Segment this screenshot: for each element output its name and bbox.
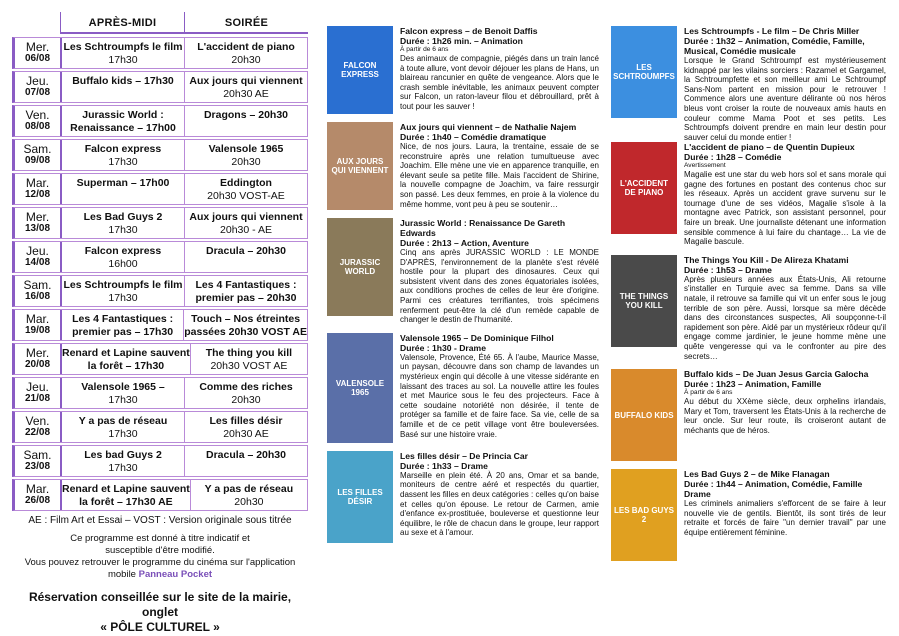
film-text: [400, 333, 599, 443]
day-name: Ven.: [25, 414, 50, 428]
evening-cell: [191, 480, 307, 510]
afternoon-time: 17h30: [108, 224, 138, 236]
film-entry: [611, 255, 886, 361]
afternoon-cell: [62, 242, 185, 272]
poster-title: JURASSIC WORLD: [339, 258, 381, 276]
film-title: The Things You Kill - De Alireza Khatami: [684, 254, 849, 265]
film-synopsis: Cinq ans après JURASSIC WORLD : LE MONDE D'APRÈS, l'environnement de la planète s'est révélé hostile pour la plupart des dinosaures. Ceux qui subsistent vivent dans des zones équatoriales isolées, aux conditions proches de celles de leur ère d'origine. Parmi ces créatures terrifiantes, trois spécimens renferment peut-être la clé d'un remède capable de changer le destin de l'humanité.: [400, 248, 599, 325]
day-date: 19/08: [24, 325, 51, 336]
film-title: Jurassic World : Renaissance De Gareth Edwards: [400, 218, 566, 238]
evening-time: 20h30 AE: [223, 88, 269, 100]
schedule-row: [12, 173, 308, 205]
afternoon-time: 17h30: [108, 54, 138, 66]
film-duration: Durée : 1h44 – Animation, Comédie, Famille Drame: [684, 479, 863, 500]
day-name: Sam.: [23, 142, 52, 156]
evening-title: L'accident de piano: [197, 41, 295, 53]
day-name: Jeu.: [26, 244, 49, 258]
film-text: [684, 142, 886, 247]
film-poster: [327, 333, 393, 443]
schedule-row: [12, 207, 308, 239]
afternoon-title: Les bad Guys 2: [84, 449, 162, 461]
film-text: [400, 218, 599, 325]
film-poster: [611, 469, 677, 561]
evening-cell: [185, 38, 307, 68]
film-title: Les Bad Guys 2 – de Mike Flanagan: [684, 469, 830, 480]
film-duration: Durée : 1h40 – Comédie dramatique: [400, 132, 547, 142]
evening-time: 20h30 - AE: [220, 224, 272, 236]
film-entry: [327, 26, 599, 114]
afternoon-title: Les Schtroumpfs le film: [63, 41, 183, 53]
row-day: [15, 38, 62, 68]
afternoon-time: 17h30: [108, 428, 138, 440]
afternoon-cell: [62, 276, 185, 306]
film-title: Les Schtroumpfs - Le film – De Chris Miller: [684, 26, 860, 36]
notice-line: [10, 569, 310, 581]
film-synopsis: Au début du XXème siècle, deux orphelins irlandais, Mary et Tom, traversent les États-Unis à la recherche de leur oncle. Sur leur route, ils croiseront autant de méchants que de héros.: [684, 397, 886, 435]
afternoon-title: Les Schtroumpfs le film: [63, 279, 183, 291]
poster-title: BUFFALO KIDS: [614, 410, 674, 420]
film-duration: Durée : 1h33 – Drame: [400, 460, 488, 471]
film-title: L'accident de piano – de Quentin Dupieux: [684, 142, 855, 152]
day-date: 16/08: [24, 291, 51, 302]
afternoon-title: Y a pas de réseau: [78, 415, 168, 427]
schedule-row: [12, 71, 308, 103]
schedule-header: [60, 12, 308, 34]
afternoon-title: Superman – 17h00: [76, 177, 170, 189]
row-day: [15, 208, 62, 238]
evening-time: 20h30 AE: [223, 428, 269, 440]
header-evening: SOIRÉE: [184, 12, 308, 32]
row-day: [15, 242, 62, 272]
day-name: Mer.: [25, 346, 50, 360]
evening-time: 20h30: [231, 156, 261, 168]
film-age: À partir de 6 ans: [684, 389, 733, 397]
day-name: Mar.: [25, 482, 50, 496]
afternoon-time: la forêt – 17h30 AE: [79, 496, 173, 508]
afternoon-cell: [62, 72, 185, 102]
app-name-link[interactable]: Panneau Pocket: [138, 569, 213, 580]
film-poster: [611, 255, 677, 347]
afternoon-title: Valensole 1965 –: [81, 381, 165, 393]
reservation-text: [10, 590, 310, 635]
film-entry: [327, 218, 599, 325]
day-date: 21/08: [24, 393, 51, 404]
film-column-middle: [327, 26, 599, 551]
day-name: Jeu.: [26, 74, 49, 88]
evening-title: Les 4 Fantastiques :: [195, 279, 297, 291]
evening-cell: [185, 208, 307, 238]
poster-title: LES SCHTROUMPFS: [613, 63, 675, 81]
afternoon-cell: [62, 174, 185, 204]
row-day: [15, 72, 62, 102]
poster-title: LES FILLES DÉSIR: [337, 487, 383, 506]
legend-text: AE : Film Art et Essai – VOST : Version originale sous titrée: [28, 515, 292, 526]
film-synopsis: Valensole, Provence, Été 65. À l'aube, Maurice Masse, un paysan, découvre dans son champ de lavandes un mystérieux engin qui décolle à une vitesse sidérante en laissant des traces au sol. La nouvelle attire les foules et met Maurice sous le feu des projecteurs. Face à cette soudaine notoriété non désirée, il tente de protéger sa famille et de faire face. Sa vie, celle de sa famille et de ce petit village vont être bouleversées. Basé sur une histoire vraie.: [400, 352, 599, 439]
notice-line: Vous pouvez retrouver le programme du cinéma sur l'application: [24, 557, 296, 568]
film-entry: [327, 451, 599, 543]
poster-title: FALCON EXPRESS: [341, 61, 379, 79]
film-entry: [611, 26, 886, 142]
evening-title: Dragons – 20h30: [203, 109, 289, 121]
evening-time: 20h30: [231, 54, 261, 66]
afternoon-title: Renard et Lapine sauvent: [62, 483, 190, 495]
evening-title: Eddington: [220, 177, 272, 189]
film-text: [400, 122, 599, 210]
afternoon-time: 17h30: [108, 394, 138, 406]
schedule-row: [12, 37, 308, 69]
row-day: [15, 106, 62, 136]
schedule-row: [12, 275, 308, 307]
day-date: 22/08: [24, 427, 51, 438]
day-name: Mar.: [25, 176, 50, 190]
evening-time: passées 20h30 VOST AE: [184, 326, 307, 338]
afternoon-time: 17h30: [108, 156, 138, 168]
film-poster: [327, 122, 393, 210]
film-title: Buffalo kids – De Juan Jesus Garcia Galocha: [684, 369, 869, 380]
day-name: Mar.: [25, 312, 50, 326]
evening-cell: [185, 412, 307, 442]
evening-cell: [185, 140, 307, 170]
evening-time: premier pas – 20h30: [195, 292, 297, 304]
row-day: [15, 480, 62, 510]
film-synopsis: Magalie est une star du web hors sol et sans morale qui gagne des fortunes en postant des contenus choc sur les réseaux. Après un accident grave survenu sur le tournage d'une de ses vidéos, Magalie s'isole à la montagne avec Patrick, son assistant personnel, pour faire un break. Une journaliste détenant une information sensible commence à lui faire du chantage… La vie de Magalie bascule.: [684, 170, 886, 247]
film-entry: [327, 333, 599, 443]
schedule-table: [12, 12, 308, 513]
evening-cell: [191, 344, 307, 374]
afternoon-time: 17h30: [108, 462, 138, 474]
film-synopsis: Les criminels animaliers s'efforcent de se faire à leur nouvelle vie de gentils. Bientôt, ils sont tirés de leur retraite et forcés de faire "un dernier travail" par une équipe entièrement féminine.: [684, 499, 886, 537]
afternoon-title: Les 4 Fantastiques :: [72, 313, 174, 325]
film-synopsis: Des animaux de compagnie, piégés dans un train lancé à toute allure, vont devoir déjouer les plans de Hans, un blaireau rancunier en quête de vengeance. Alors que le crash semble inévitable, les animaux peuvent compter sur Falcon, un raton-laveur filou et débrouillard, prêt à tout pour les sauver !: [400, 54, 599, 111]
row-day: [15, 446, 62, 476]
notice-line: Ce programme est donné à titre indicatif et: [70, 533, 250, 544]
afternoon-cell: [62, 344, 191, 374]
evening-title: Les filles désir: [209, 415, 283, 427]
film-text: [684, 369, 886, 461]
schedule-row: [12, 343, 308, 375]
row-day: [15, 310, 62, 340]
evening-cell: [185, 446, 307, 476]
afternoon-time: 16h00: [108, 258, 138, 270]
day-date: 13/08: [24, 223, 51, 234]
film-poster: [611, 369, 677, 461]
reservation-line: Réservation conseillée sur le site de la mairie, onglet: [28, 590, 292, 619]
afternoon-cell: [62, 378, 185, 408]
poster-title: VALENSOLE 1965: [335, 378, 385, 397]
film-entry: [611, 142, 886, 247]
evening-title: Comme des riches: [199, 381, 293, 393]
film-synopsis: Marseille en plein été. À 20 ans, Omar et sa bande, moniteurs de centre aéré et respectés du quartier, dassent les filles en deux catégories : celles qu'on baise et celles qu'on épouse. Le retour de Carmen, amie d'enfance ex-prostituée, bouleverse et questionne leur équilibre, le rôle de chacun dans le groupe, leur rapport au sexe et à l'amour.: [400, 470, 599, 538]
evening-cell: [185, 72, 307, 102]
poster-title: L'ACCIDENT DE PIANO: [619, 179, 669, 197]
afternoon-title: Falcon express: [84, 245, 162, 257]
afternoon-title: Jurassic World :: [82, 109, 164, 121]
film-synopsis: Lorsque le Grand Schtroumpf est mystérieusement kidnappé par les vilains sorciers : Razamel et Gargamel, la Schtroumpfette et son meilleur ami Le Schtroumpf Sans-Nom partent en mission pour le retrouver ! Commence alors une aventure délirante où nos héros bleus vont croiser la route de nouveaux amis hauts en couleur comme Mama Poot et ses petits. Les Schtroumpfs doivent prendre en main leur destin pour sauver celui du monde entier !: [684, 56, 886, 142]
schedule-row: [12, 105, 308, 137]
film-poster: [611, 26, 677, 118]
row-day: [15, 140, 62, 170]
evening-cell: [185, 174, 307, 204]
row-day: [15, 174, 62, 204]
poster-title: THE THINGS YOU KILL: [619, 291, 669, 310]
schedule-row: [12, 241, 308, 273]
evening-time: 20h30 VOST-AE: [207, 190, 285, 202]
afternoon-title: Les Bad Guys 2: [83, 211, 163, 223]
film-poster: [327, 26, 393, 114]
film-text: [400, 451, 599, 543]
afternoon-title: Renard et Lapine sauvent: [62, 347, 190, 359]
film-duration: Durée : 1h28 – Comédie: [684, 152, 782, 162]
film-synopsis: Nice, de nos jours. Laura, la trentaine, essaie de se reconstruire après une relation tumultueuse avec Joachim. Elle mène une vie en apparence tranquille, en élevant seule sa petite fille. Mais l'accident de Shirine, la nouvelle compagne de Joachim, va faire ressurgir son passé. Les deux femmes, en proie à la violence du même homme, vont peu à peu se soutenir…: [400, 142, 599, 209]
evening-title: Aux jours qui viennent: [189, 75, 303, 87]
notice-text: [10, 533, 310, 581]
afternoon-time: Renaissance – 17h00: [70, 122, 176, 134]
evening-title: Y a pas de réseau: [204, 483, 294, 495]
day-name: Mer.: [25, 40, 50, 54]
film-title: Valensole 1965 – De Dominique Filhol: [400, 332, 554, 343]
poster-title: LES BAD GUYS 2: [614, 506, 675, 525]
day-name: Sam.: [23, 448, 52, 462]
film-age: Avertissement: [684, 162, 726, 169]
evening-cell: [185, 378, 307, 408]
day-name: Sam.: [23, 278, 52, 292]
schedule-row: [12, 377, 308, 409]
evening-title: Aux jours qui viennent: [189, 211, 303, 223]
day-date: 09/08: [24, 155, 51, 166]
film-entry: [327, 122, 599, 210]
film-poster: [327, 451, 393, 543]
day-date: 06/08: [24, 53, 51, 64]
notice-mobile: mobile: [107, 569, 136, 580]
day-date: 20/08: [24, 359, 51, 370]
row-day: [15, 344, 62, 374]
row-day: [15, 276, 62, 306]
film-text: [400, 26, 599, 114]
schedule-row: [12, 479, 308, 511]
afternoon-cell: [62, 106, 185, 136]
afternoon-cell: [62, 310, 184, 340]
film-title: Falcon express – de Benoit Daffis: [400, 26, 538, 36]
day-name: Ven.: [25, 108, 50, 122]
evening-title: The thing you kill: [205, 347, 293, 359]
schedule-row: [12, 445, 308, 477]
evening-title: Dracula – 20h30: [206, 245, 286, 257]
film-column-right: [611, 26, 886, 569]
film-entry: [611, 369, 886, 461]
film-duration: Durée : 1h32 – Animation, Comédie, Famille, Musical, Comédie musicale: [684, 36, 865, 56]
row-day: [15, 412, 62, 442]
day-name: Mer.: [25, 210, 50, 224]
afternoon-cell: [62, 38, 185, 68]
film-duration: Durée : 1h53 – Drame: [684, 264, 772, 275]
schedule-rows: [12, 37, 308, 511]
header-afternoon: APRÈS-MIDI: [60, 12, 184, 32]
film-text: [684, 255, 886, 361]
evening-cell: [185, 106, 307, 136]
evening-time: 20h30 VOST AE: [210, 360, 288, 372]
footer-notes: [10, 515, 310, 635]
afternoon-cell: [62, 208, 185, 238]
afternoon-cell: [62, 446, 185, 476]
afternoon-cell: [62, 480, 191, 510]
schedule-row: [12, 411, 308, 443]
schedule-row: [12, 309, 308, 341]
evening-cell: [184, 310, 307, 340]
film-duration: Durée : 2h13 – Action, Aventure: [400, 238, 529, 248]
afternoon-title: Buffalo kids – 17h30: [72, 75, 174, 87]
row-day: [15, 378, 62, 408]
afternoon-cell: [62, 140, 185, 170]
evening-cell: [185, 242, 307, 272]
evening-title: Dracula – 20h30: [206, 449, 286, 461]
film-duration: Durée : 1h23 – Animation, Famille: [684, 379, 822, 390]
schedule-row: [12, 139, 308, 171]
film-entry: [611, 469, 886, 561]
evening-time: 20h30: [234, 496, 264, 508]
evening-cell: [185, 276, 307, 306]
afternoon-time: premier pas – 17h30: [72, 326, 174, 338]
evening-title: Valensole 1965: [208, 143, 284, 155]
day-date: 14/08: [24, 257, 51, 268]
evening-time: 20h30: [231, 394, 261, 406]
film-duration: Durée : 1h30 - Drame: [400, 342, 486, 353]
day-date: 12/08: [24, 189, 51, 200]
afternoon-title: Falcon express: [84, 143, 162, 155]
afternoon-cell: [62, 412, 185, 442]
film-text: [684, 469, 886, 561]
afternoon-time: 17h30: [108, 292, 138, 304]
film-title: Les filles désir – De Princia Car: [400, 450, 529, 461]
day-date: 26/08: [24, 495, 51, 506]
film-poster: [327, 218, 393, 316]
day-date: 08/08: [24, 121, 51, 132]
film-age: À partir de 6 ans: [400, 46, 449, 53]
film-duration: Durée : 1h26 min. – Animation: [400, 36, 523, 46]
film-poster: [611, 142, 677, 234]
afternoon-time: la forêt – 17h30: [87, 360, 165, 372]
evening-title: Touch – Nos étreintes: [191, 313, 301, 325]
notice-line: susceptible d'être modifié.: [105, 545, 215, 556]
reservation-line: « PÔLE CULTUREL »: [100, 620, 220, 634]
day-date: 07/08: [24, 87, 51, 98]
poster-title: AUX JOURS QUI VIENNENT: [331, 157, 389, 175]
film-text: [684, 26, 886, 142]
film-title: Aux jours qui viennent – de Nathalie Najem: [400, 122, 577, 132]
day-name: Jeu.: [26, 380, 49, 394]
film-synopsis: Après plusieurs années aux États-Unis, Ali retourne s'installer en Turquie avec sa femme. Dans sa ville natale, il retrouve sa famille qui vit un enfer sous le joug terrible de son père. Aussi, lorsque sa mère décède dans des circonstances suspectes, Ali soupçonne-t-il rapidement son père. Aidé par un mystérieux rôdeur qu'il engage comme jardinier, le jeune homme mène une quête vengeresse qui va le confronter au pire des secrets…: [684, 274, 886, 361]
day-date: 23/08: [24, 461, 51, 472]
